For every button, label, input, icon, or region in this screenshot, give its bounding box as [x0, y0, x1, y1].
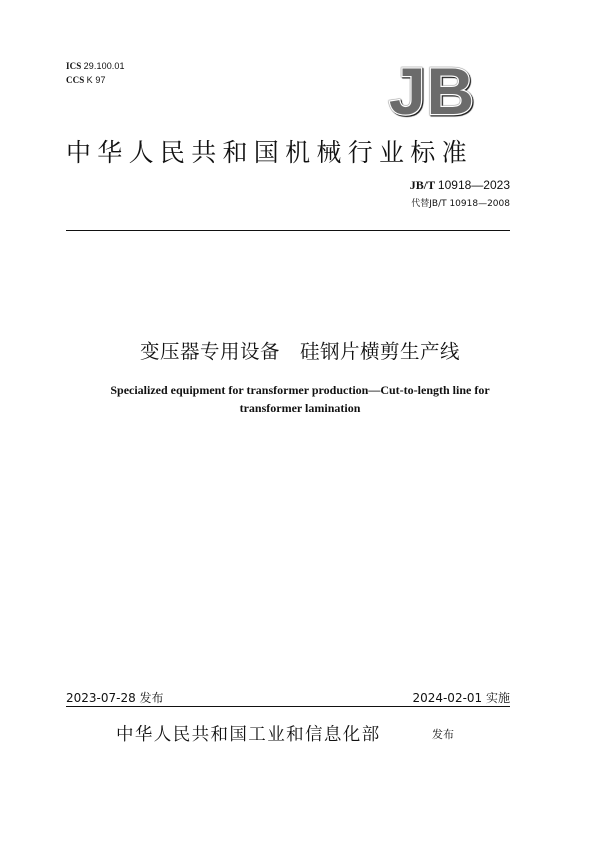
top-divider [66, 230, 510, 231]
implement-date: 2024-02-01 实施 [412, 691, 510, 705]
ccs-code [66, 75, 106, 85]
jb-logo [382, 62, 482, 120]
jb-logo-text: JB [388, 62, 476, 120]
document-title-en-line2: transformer lamination [239, 401, 361, 415]
document-title-en-line1: Specialized equipment for transformer production—Cut-to-length line for [110, 383, 490, 397]
ccs-label: CCS [66, 75, 85, 85]
standard-code-prefix: JB/T [409, 178, 435, 192]
bottom-divider [66, 706, 510, 707]
ics-label: ICS [66, 61, 82, 71]
replaces-standard: 代替JB/T 10918—2008 [411, 199, 510, 209]
ics-value: 29.100.01 [83, 61, 125, 71]
standard-code [410, 178, 510, 193]
ccs-value: K 97 [86, 75, 106, 85]
issuer-suffix: 发布 [432, 728, 454, 741]
standard-type-title: 中华人民共和国机械行业标准 [66, 138, 473, 167]
standard-code-number: 10918—2023 [437, 178, 510, 192]
issuer-name: 中华人民共和国工业和信息化部 [116, 725, 381, 745]
ics-code [66, 61, 125, 71]
publish-date: 2023-07-28 发布 [66, 691, 164, 705]
document-title-cn: 变压器专用设备 硅钢片横剪生产线 [139, 340, 461, 363]
